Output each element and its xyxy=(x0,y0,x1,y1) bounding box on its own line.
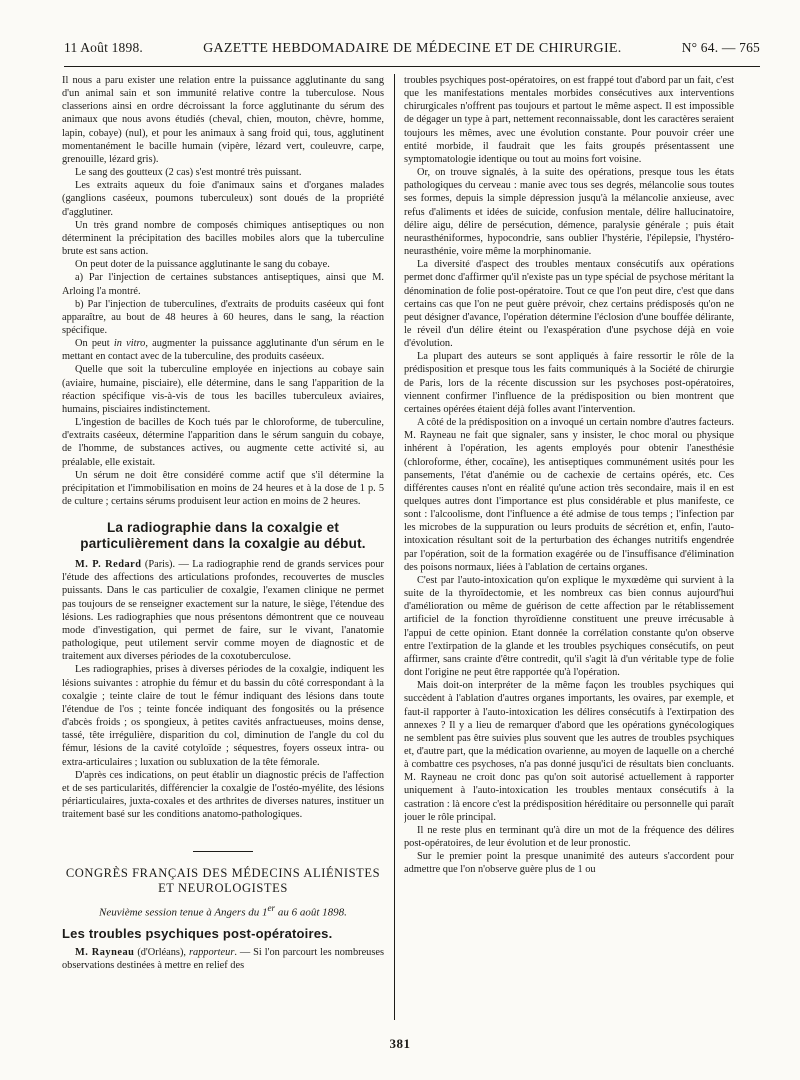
paragraph xyxy=(62,337,384,363)
paragraph: L'ingestion de bacilles de Koch tués par le chloroforme, de tuberculine, d'extraits caséeux, détermine l'apparition dans le sérum sanguin du cobaye, de l'homme, de substances actives, ou augmente cette activité si, au préalable, elle existait. xyxy=(62,417,384,468)
issue-date: 11 Août 1898. xyxy=(64,40,143,55)
paragraph: Il ne reste plus en terminant qu'à dire un mot de la fréquence des délires post-opératoires, de leur évolution et de leur pronostic. xyxy=(404,824,734,850)
text-run: au 6 août 1898. xyxy=(275,906,347,919)
paragraph: Quelle que soit la tuberculine employée en injections au cobaye sain (aviaire, humaine, pisciaire), elle détermine, dans le sang l'apparition de la réaction spécifique vis-à-vis de tous les bacilles tuberculeux aviaires, humains, pisciaires indistinctement. xyxy=(62,364,384,415)
right-column xyxy=(404,74,734,1024)
paragraph: Un très grand nombre de composés chimiques antiseptiques ou non déterminent la précipitation des bacilles mobiles alors que la tuberculine brute est sans action. xyxy=(62,219,384,258)
paragraph: A côté de la prédisposition on a invoqué un certain nombre d'autres facteurs. M. Rayneau ne fait que signaler, sans y insister, le choc moral ou physique inhérent à l'opération, les agents employés pour obtenir l'anesthésie (chloroforme, éther, cocaïne), les antiseptiques communément usités pour les pansements, l'état d'anémie ou de cachexie de certains opérés, etc. Ces différentes causes n'ont en réalité qu'une action très secondaire, mais il en est quelques autres dont l'importance est plus considérable et plus manifeste, ce sont : l'alcoolisme, dont l'influence a été admise de tous temps ; l'infection par les microbes de la suppuration ou leurs produits de sécrétion et, enfin, l'auto-intoxication résultant soit de la perturbation des échanges nutritifs engendrée par l'opération, soit de la formation exagérée ou de l'insuffisance d'élimination des poisons normaux, liées à l'ablation de certains organes. xyxy=(404,417,734,573)
italic-term: in vitro xyxy=(113,338,146,350)
paragraph: On peut doter de la puissance agglutinante le sang du cobaye. xyxy=(75,259,330,271)
section-heading: La radiographie dans la coxalgie et particulièrement dans la coxalgie au début. xyxy=(80,520,366,552)
paragraph xyxy=(62,946,384,972)
text-run: . — Si l'on parcourt les nombreuses observations destinées à mettre en relief des xyxy=(62,947,384,972)
paragraph: Le sang des goutteux (2 cas) s'est montré très puissant. xyxy=(75,167,302,179)
session-line xyxy=(62,902,384,920)
paragraph: La diversité d'aspect des troubles mentaux consécutifs aux opérations permet donc d'affirmer qu'il n'existe pas un type spécial de psychose méritant la dénomination de folie post-opératoire. Tout ce que l'on peut dire, c'est que dans certains cas que l'on ne peut guère prévoir, chez certains prédisposés qu'on ne peut désigner d'avance, l'opération détermine l'éclosion d'une bouffée délirante, le réveil d'un délire éteint ou l'exaspération d'une psychose déjà en voie d'évolution. xyxy=(404,259,734,350)
issue-page-number: N° 64. — 765 xyxy=(681,40,760,55)
paragraph: La plupart des auteurs se sont appliqués à faire ressortir le rôle de la prédisposition et presque tous les faits communiqués à la Société de chirurgie de Paris, lors de la récente discussion sur les psychoses post-opératoires, viennent confirmer l'influence de la prédisposition ou bien montrent que certaines opérées étaient déjà folles avant l'intervention. xyxy=(404,351,734,415)
text-run: On peut xyxy=(75,338,114,350)
paragraph: a) Par l'injection de certaines substances antiseptiques, ainsi que M. Arloing l'a montré. xyxy=(62,272,384,297)
paragraph: troubles psychiques post-opératoires, on est frappé tout d'abord par un fait, c'est que les manifestations mentales morbides consécutives aux interventions chirurgicales n'offrent pas toujours et partout le même aspect. Il est impossible de dégager un type à part, nettement reconnaissable, dont les caractères seraient toujours les mêmes, avec une évolution constante. Pour pouvoir créer une entité morbide, il faudrait que les faits groupés présentassent une symptomatologie identique ou tout au moins fort voisine. xyxy=(404,75,734,165)
paragraph: Il nous a paru exister une relation entre la puissance agglutinante du sang d'un animal sain et son immunité relative contre la tuberculose. Nous classerions ainsi en ordre décroissant la force agglutinante du sérum des animaux que nous avons étudiés (cheval, chien, mouton, chèvre, homme, lapin, cobaye) (nul), et pour les animaux à sang froid qui, tous, agglutinent momentanément le bacille humain (vipère, lézard vert, couleuvre, carpe, grenouille, lézard gris). xyxy=(62,75,384,165)
section-heading: Les troubles psychiques post-opératoires. xyxy=(62,926,333,942)
paragraph: Sur le premier point la presque unanimité des auteurs s'accordent pour admettre que l'on n'observe guère plus de 1 ou xyxy=(404,851,734,876)
header-rule xyxy=(64,66,760,67)
section-divider xyxy=(193,851,253,852)
author-name: M. Rayneau xyxy=(75,947,135,959)
paragraph xyxy=(62,558,384,663)
left-column xyxy=(62,74,384,1024)
journal-title: GAZETTE HEBDOMADAIRE DE MÉDECINE ET DE CHIRURGIE. xyxy=(203,41,622,56)
running-header xyxy=(64,40,760,62)
paragraph: C'est par l'auto-intoxication qu'on explique le myxœdème qui survient à la suite de la thyroïdectomie, et les nombreux cas bien connus aujourd'hui d'amélioration ou même de guérison de cette affection par le rétablissement artificiel de la fonction thyroïdienne constituent une preuve irrécusable à l'appui de cette opinion. Etant donnée la corrélation constante qu'on observe entre l'extirpation de la glande et les troubles psychiques consécutifs, on peut affirmer, sans crainte d'être contredit, qu'il s'agit là d'un véritable type de folie dont l'origine ne peut être rapportée qu'à l'opération. xyxy=(404,574,734,679)
congress-title: CONGRÈS FRANÇAIS DES MÉDECINS ALIÉNISTES ET NEUROLOGISTES xyxy=(65,866,381,896)
page-folio: 381 xyxy=(389,1036,411,1051)
paragraph: Mais doit-on interpréter de la même façon les troubles psychiques qui succèdent à l'ablation d'autres organes importants, les ovaires, par exemple, et faut-il rapporter à l'auto-intoxication les délires consécutifs à l'extirpation des annexes ? Il y a lieu de remarquer d'abord que les opérations gynécologiques ne semblent pas être suivies plus souvent que les autres de troubles psychiques et, d'autre part, que la médication ovarienne, au moyen de laquelle on a cherché à combattre ces psychoses, n'a pas donné jusqu'ici de résultats bien concluants. M. Rayneau ne croit donc pas qu'on soit autorisé actuellement à rapporter uniquement à l'auto-intoxication les troubles mentaux consécutifs à la castration : là encore c'est la prédisposition héréditaire ou personnelle qui paraît jouer le rôle principal. xyxy=(404,680,734,823)
text-run: , augmenter la puissance agglutinante d'un sérum en le mettant en contact avec de la tuberculine, des produits caséeux. xyxy=(62,338,384,363)
paragraph: D'après ces indications, on peut établir un diagnostic précis de l'affection et de ses particularités, différencier la coxalgie de l'ostéo-myélite, des lésions périarticulaires, juxta-coxales et des arthrites de diverses natures, instituer un traitement basé sur les conditions anatomo-pathologiques. xyxy=(62,769,384,821)
paragraph: Or, on trouve signalés, à la suite des opérations, presque tous les états pathologiques du cerveau : manie avec tous ses degrés, mélancolie sous toutes ses formes, depuis la simple dépression jusqu'à la mélancolie anxieuse, avec refus d'aliments et idées de suicide, confusion mentale, délire hallucinatoire, délire aigu, délire de persécution, démence, paralysie générale ; puis était neurasthéniformes, hypocondrie, sans oublier l'hystérie, l'épilepsie, l'hystéro-neurasthénie, voire même la morphinomanie. xyxy=(404,167,734,258)
text-run: Neuvième session tenue à Angers du 1 xyxy=(99,906,268,919)
paragraph: Les extraits aqueux du foie d'animaux sains et d'organes malades (ganglions caséeux, poumons tuberculeux) sont doués de la propriété d'agglutiner. xyxy=(62,180,384,218)
text-run: (d'Orléans), xyxy=(134,947,189,959)
column-rule xyxy=(394,74,395,1020)
author-name: M. P. Redard xyxy=(75,559,142,571)
paragraph: b) Par l'injection de tuberculines, d'extraits de produits caséeux qui font apparaître, au bout de 48 heures à 60 heures, dans le sang, la réaction spécifique. xyxy=(62,298,384,336)
text-run: (Paris). — La radiographie rend de grands services pour l'étude des affections des articulations profondes, recouvertes de muscles puissants. Dans le cas particulier de coxalgie, l'examen clinique ne permet pas toujours de se renseigner exactement sur la nature, le siège, l'étendue des lésions. Les radiographies que nous présentons démontrent que ce nouveau mode d'investigation, qui permet de faire, sur le vivant, l'anatomie pathologique, peut utilement servir comme moyen de diagnostic et de traitement aux diverses périodes de la coxotuberculose. xyxy=(62,559,384,663)
italic-term: rapporteur xyxy=(188,947,235,959)
superscript: er xyxy=(267,903,276,914)
paragraph: Les radiographies, prises à diverses périodes de la coxalgie, indiquent les lésions suivantes : atrophie du fémur et du bassin du côté correspondant à la coxalgie ; teinte claire de tout le fémur indiquant des lésions dans toute l'étendue de l'os ; teinte foncée indiquant des fongosités ou la présence d'abcès froids ; os spongieux, à petites cavités anfractueuses, moins dense, tassé, tête irrégulière, disparition du col, diminution de l'angle du col du fémur, lésions de la cavité cotyloïde ; séquestres, foyers osseux intra- ou extra-articulaires ; luxation ou subluxation de la tête fémorale. xyxy=(62,664,384,768)
paragraph: Un sérum ne doit être considéré comme actif que s'il détermine la précipitation et l'immobilisation en moins de 24 heures et à la dose de 1 p. 5 de culture ; certains sérums produisent leur action en moins de 2 heures. xyxy=(62,469,384,507)
